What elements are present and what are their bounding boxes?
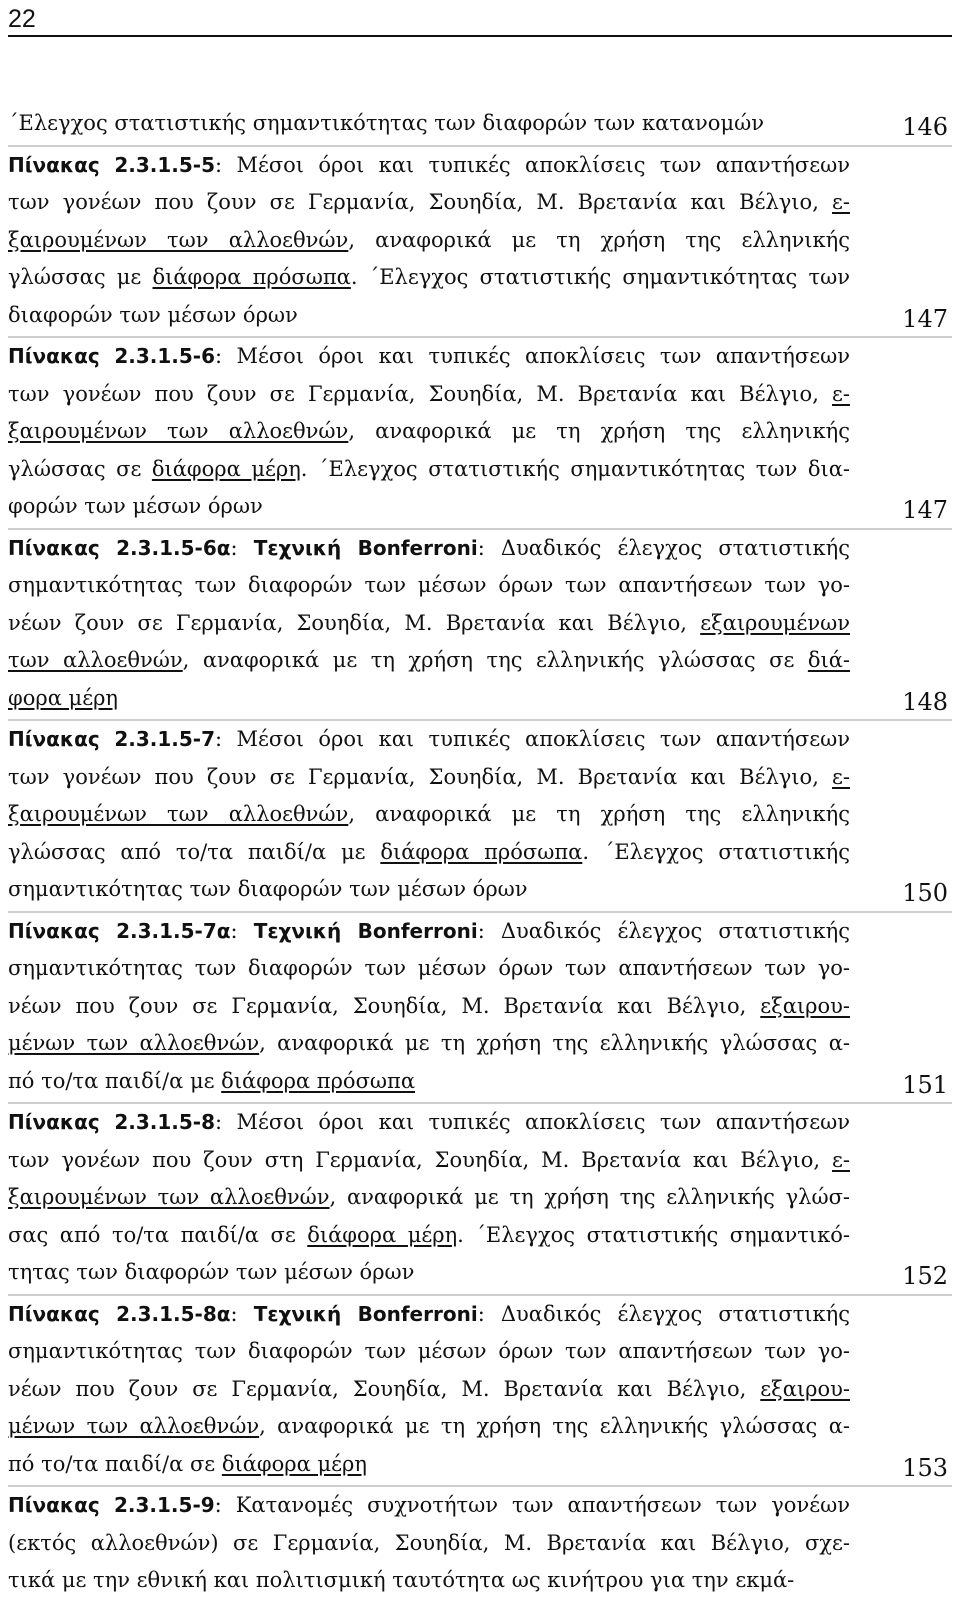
entry-text-span: , αναφορικά με τη χρήση της ελληνικής (348, 802, 850, 826)
toc-entry-text (8, 721, 850, 909)
toc-entry (8, 721, 952, 913)
toc-entry-line (8, 413, 850, 451)
toc-entry-line (8, 642, 850, 680)
toc-entry-line (8, 871, 850, 909)
entry-text-span: . ΄Ελεγχος στατιστικής σημαντικότητας των δια- (300, 456, 850, 481)
toc-entry-line (8, 530, 850, 568)
entry-text-span: σημαντικότητας των διαφορών των μέσων όρων των απαντήσεων των γο- (8, 1339, 850, 1363)
entry-text-span: ΄Ελεγχος στατιστικής σημαντικότητας των διαφορών των κατανομών (8, 111, 764, 135)
entry-text-span: . ΄Ελεγχος στατιστικής σημαντικότητας των (350, 265, 850, 289)
entry-text-span: : (230, 535, 254, 560)
underlined-text: μένων των αλλοεθνών (8, 1031, 260, 1055)
toc-entry-line (8, 988, 850, 1026)
underlined-text: ε- (832, 764, 850, 789)
toc-entry-line (8, 1025, 850, 1063)
entry-text-span: : (230, 1301, 254, 1326)
toc-entry (8, 1104, 952, 1296)
entry-text-span: των γονέων που ζουν σε Γερμανία, Σουηδία, Μ. Βρετανία και Βέλγιο, (8, 381, 833, 406)
entry-text-span: σας από το/τα παιδί/α σε (8, 1222, 308, 1247)
toc-entry-line (8, 105, 850, 143)
underlined-text: εξαιρου- (760, 1376, 850, 1401)
toc-entry-line (8, 1179, 850, 1217)
entry-text-span: : Δυαδικός έλεγχος στατιστικής (477, 1301, 850, 1326)
toc-entry-line (8, 834, 850, 872)
toc-entry (8, 147, 952, 339)
entry-text-span: , αναφορικά με τη χρήση της ελληνικής (348, 227, 850, 252)
underlined-text: ξαιρουμένων των αλλοεθνών (8, 802, 349, 826)
toc-page-number: 146 (902, 113, 948, 141)
toc-entry-line (8, 338, 850, 376)
underlined-text: ε- (832, 190, 850, 214)
entry-text-span: : Μέσοι όροι και τυπικές αποκλίσεις των απαντήσεων (215, 727, 850, 751)
entry-text-span: τητας των διαφορών των μέσων όρων (8, 1260, 415, 1284)
entry-text-span: : Μέσοι όροι και τυπικές αποκλίσεις των απαντήσεων (215, 1110, 850, 1134)
entry-text-span: των γονέων που ζουν στη Γερμανία, Σουηδία, Μ. Βρετανία και Βέλγιο, (8, 1147, 833, 1172)
underlined-text: φορα μέρη (8, 685, 119, 710)
entry-text-span: (εκτός αλλοεθνών) σε Γερμανία, Σουηδία, Μ. Βρετανία και Βέλγιο, σχε- (8, 1530, 850, 1555)
toc-entry-line (8, 1333, 850, 1371)
toc-entry-line (8, 297, 850, 335)
entry-text-span: , αναφορικά με τη χρήση της ελληνικής γλώσσας α- (259, 1031, 850, 1055)
toc-entry (8, 105, 952, 147)
toc-entry-line (8, 1063, 850, 1101)
toc-entry (8, 338, 952, 530)
toc-entry-line (8, 1487, 850, 1525)
entry-text-span: : Δυαδικός έλεγχος στατιστικής (477, 918, 850, 943)
underlined-text: των αλλοεθνών (8, 648, 183, 672)
underlined-text: ξαιρουμένων των αλλοεθνών (8, 227, 349, 252)
underlined-text: διάφορα πρόσωπα (380, 839, 583, 864)
toc-entry (8, 530, 952, 722)
toc-entry-text (8, 147, 850, 335)
entry-text-span: σημαντικότητας των διαφορών των μέσων όρων των απαντήσεων των γο- (8, 573, 850, 597)
page-number: 22 (8, 5, 36, 33)
underlined-text: ε- (832, 381, 850, 406)
entry-text-span: . ΄Ελεγχος στατιστικής (582, 839, 850, 864)
entry-text-span: . ΄Ελεγχος στατιστικής σημαντικό- (457, 1222, 850, 1247)
entry-text-span: πό το/τα παιδί/α με (8, 1068, 222, 1093)
toc-entry-line (8, 721, 850, 759)
toc-entry (8, 1296, 952, 1488)
toc-entry-text (8, 1104, 850, 1292)
entry-text-span: , αναφορικά με τη χρήση της ελληνικής (348, 419, 850, 443)
toc-entry (8, 1487, 952, 1600)
entry-text-span: σημαντικότητας των διαφορών των μέσων όρων (8, 877, 528, 901)
toc-entry-line (8, 1562, 850, 1600)
toc-entry-text (8, 105, 850, 143)
entry-text-span: , αναφορικά με τη χρήση της ελληνικής γλώσσας σε (182, 648, 808, 672)
toc-entry-line (8, 222, 850, 260)
header-rule (8, 35, 952, 37)
underlined-text: ε- (832, 1147, 850, 1172)
table-label: Πίνακας 2.3.1.5-9 (8, 1493, 215, 1517)
entry-text-span: γλώσσας με (8, 265, 153, 289)
toc-entry-line (8, 1371, 850, 1409)
underlined-text: διάφορα μέρη (221, 1451, 367, 1476)
table-label: Τεχνική Bonferroni (253, 918, 478, 943)
entry-text-span: φορών των μέσων όρων (8, 494, 263, 518)
entry-text-span: των γονέων που ζουν σε Γερμανία, Σουηδία, Μ. Βρετανία και Βέλγιο, (8, 764, 833, 789)
underlined-text: ξαιρουμένων των αλλοεθνών (8, 419, 349, 443)
underlined-text: εξαιρουμένων (700, 610, 850, 635)
table-of-contents (8, 102, 952, 1600)
toc-entry-line (8, 1142, 850, 1180)
toc-entry-text (8, 338, 850, 526)
entry-text-span: γλώσσας από το/τα παιδί/α με (8, 839, 381, 864)
toc-entry-line (8, 1446, 850, 1484)
table-label: Πίνακας 2.3.1.5-8 (8, 1110, 216, 1134)
toc-entry-line (8, 184, 850, 222)
toc-page-number: 147 (902, 304, 948, 333)
underlined-text: εξαιρου- (760, 993, 850, 1018)
underlined-text: διάφορα μέρη (307, 1222, 458, 1247)
entry-text-span: : Μέσοι όροι και τυπικές αποκλίσεις των απαντήσεων (215, 344, 850, 368)
toc-entry-line (8, 605, 850, 643)
table-label: Τεχνική Bonferroni (253, 1301, 478, 1326)
entry-text-span: πό το/τα παιδί/α σε (8, 1451, 222, 1476)
toc-entry-line (8, 1296, 850, 1334)
toc-page-number: 148 (902, 687, 948, 716)
entry-text-span: νέων ζουν σε Γερμανία, Σουηδία, Μ. Βρετανία και Βέλγιο, (8, 610, 701, 635)
toc-entry-text (8, 1296, 850, 1484)
underlined-text: διάφορα πρόσωπα (221, 1068, 416, 1093)
entry-text-span: : (230, 918, 254, 943)
toc-entry-line (8, 567, 850, 605)
entry-text-span: τικά με την εθνική και πολιτισμική ταυτότητα ως κινήτρου για την εκμά- (8, 1568, 795, 1592)
toc-entry-line (8, 147, 850, 185)
table-label: Πίνακας 2.3.1.5-7α (8, 918, 231, 943)
underlined-text: διάφορα πρόσωπα (152, 265, 351, 289)
toc-entry-line (8, 1217, 850, 1255)
table-label: Πίνακας 2.3.1.5-8α (8, 1301, 231, 1326)
table-label: Πίνακας 2.3.1.5-7 (8, 727, 216, 751)
toc-entry-line (8, 1104, 850, 1142)
entry-text-span: , αναφορικά με τη χρήση της ελληνικής γλώσ- (329, 1185, 851, 1209)
underlined-text: ξαιρουμένων των αλλοεθνών (8, 1185, 330, 1209)
toc-entry-line (8, 1408, 850, 1446)
toc-entry-line (8, 488, 850, 526)
underlined-text: διά- (807, 648, 850, 672)
toc-entry-text (8, 1487, 850, 1600)
toc-entry-line (8, 259, 850, 297)
toc-entry-line (8, 1254, 850, 1292)
table-label: Πίνακας 2.3.1.5-6α (8, 535, 231, 560)
entry-text-span: νέων που ζουν σε Γερμανία, Σουηδία, Μ. Βρετανία και Βέλγιο, (8, 993, 761, 1018)
entry-text-span: σημαντικότητας των διαφορών των μέσων όρων των απαντήσεων των γο- (8, 956, 850, 980)
toc-entry-line (8, 796, 850, 834)
table-label: Πίνακας 2.3.1.5-6 (8, 344, 216, 368)
entry-text-span: : Μέσοι όροι και τυπικές αποκλίσεις των απαντήσεων (215, 152, 850, 177)
underlined-text: μένων των αλλοεθνών (8, 1414, 260, 1438)
toc-entry-line (8, 1525, 850, 1563)
toc-entry (8, 913, 952, 1105)
entry-text-span: : Δυαδικός έλεγχος στατιστικής (477, 535, 850, 560)
toc-entry-line (8, 913, 850, 951)
entry-text-span: γλώσσας σε (8, 456, 152, 481)
entry-text-span: διαφορών των μέσων όρων (8, 302, 298, 327)
entry-text-span: : Κατανομές συχνοτήτων των απαντήσεων των γονέων (214, 1493, 850, 1517)
toc-entry-line (8, 680, 850, 718)
table-label: Τεχνική Bonferroni (253, 535, 478, 560)
underlined-text: διάφορα μέρη (151, 456, 301, 481)
toc-entry-text (8, 913, 850, 1101)
toc-page-number: 153 (902, 1453, 948, 1482)
entry-text-span: νέων που ζουν σε Γερμανία, Σουηδία, Μ. Βρετανία και Βέλγιο, (8, 1376, 761, 1401)
toc-page-number: 152 (902, 1262, 948, 1290)
entry-text-span: των γονέων που ζουν σε Γερμανία, Σουηδία, Μ. Βρετανία και Βέλγιο, (8, 190, 833, 214)
toc-entry-line (8, 376, 850, 414)
table-label: Πίνακας 2.3.1.5-5 (8, 152, 216, 177)
toc-entry-line (8, 451, 850, 489)
toc-entry-line (8, 759, 850, 797)
toc-entry-text (8, 530, 850, 718)
toc-entry-line (8, 950, 850, 988)
toc-page-number: 151 (902, 1070, 948, 1099)
toc-page-number: 150 (902, 879, 948, 907)
entry-text-span: , αναφορικά με τη χρήση της ελληνικής γλώσσας α- (259, 1414, 850, 1438)
toc-page-number: 147 (902, 496, 948, 524)
